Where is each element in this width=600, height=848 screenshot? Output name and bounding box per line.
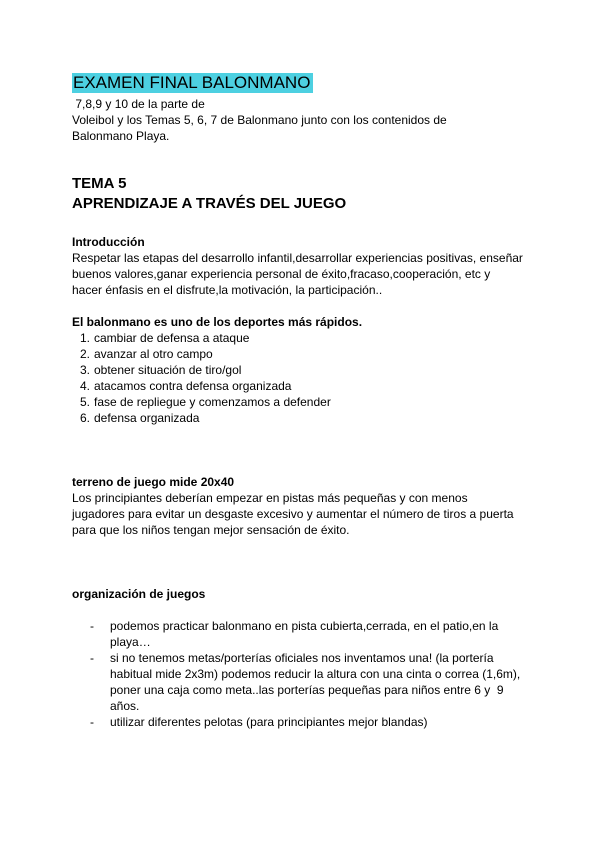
list-number: 3. [79,363,90,377]
tema-number: TEMA 5 [72,175,127,192]
list-item [74,362,494,378]
list-line: habitual mide 2x3m) podemos reducir la altura con una cinta o correa (1,6m), [110,667,521,681]
terreno-paragraph [72,490,542,538]
intro-paragraph [72,96,542,144]
tema-name: APRENDIZAJE A TRAVÉS DEL JUEGO [72,195,347,212]
terreno-line: Los principiantes deberían empezar en pistas más pequeñas y con menos [72,491,468,505]
dash-bullet: - [90,715,94,729]
list-text: avanzar al otro campo [94,347,213,361]
list-item [90,650,530,714]
list-text: defensa organizada [94,411,200,425]
organizacion-heading: organización de juegos [72,587,206,601]
terreno-heading: terreno de juego mide 20x40 [72,475,235,489]
list-number: 1. [79,331,90,345]
introduccion-line: hacer énfasis en el disfrute,la motivación, la participación.. [72,283,383,297]
introduccion-paragraph [72,250,542,298]
document-title: EXAMEN FINAL BALONMANO [72,73,313,93]
list-number: 5. [79,395,90,409]
list-line: años. [110,699,140,713]
terreno-line: jugadores para evitar un desgaste excesivo y aumentar el número de tiros a puerta [72,507,514,521]
list-number: 4. [79,379,90,393]
terreno-line: para que los niños tengan mejor sensación de éxito. [72,523,350,537]
list-line: si no tenemos metas/porterías oficiales nos inventamos una! (la portería [110,651,494,665]
introduccion-line: Respetar las etapas del desarrollo infantil,desarrollar experiencias positivas, enseñar [72,251,523,265]
list-item [90,714,530,730]
list-text: cambiar de defensa a ataque [94,331,250,345]
list-line: podemos practicar balonmano en pista cubierta,cerrada, en el patio,en la [110,619,499,633]
list-number: 6. [79,411,90,425]
list-number: 2. [79,347,90,361]
dash-bullet: - [90,651,94,665]
list-text: obtener situación de tiro/gol [94,363,242,377]
list-item [74,410,494,426]
phases-list [74,330,494,426]
list-item [90,618,530,650]
list-line: poner una caja como meta..las porterías pequeñas para niños entre 6 y 9 [110,683,504,697]
introduccion-line: buenos valores,ganar experiencia personal de éxito,fracaso,cooperación, etc y [72,267,491,281]
dash-bullet: - [90,619,94,633]
list-item [74,378,494,394]
list-text: atacamos contra defensa organizada [94,379,292,393]
intro-line: 7,8,9 y 10 de la parte de [72,97,205,111]
list-text: fase de repliegue y comenzamos a defender [94,395,331,409]
intro-line: Voleibol y los Temas 5, 6, 7 de Balonmano junto con los contenidos de [72,113,447,127]
intro-line: Balonmano Playa. [72,129,170,143]
list-item [74,346,494,362]
balonmano-heading: El balonmano es uno de los deportes más rápidos. [72,315,363,329]
list-line: playa… [110,635,151,649]
organizacion-list [90,618,530,730]
list-item [74,330,494,346]
list-line: utilizar diferentes pelotas (para principiantes mejor blandas) [110,715,428,729]
list-item [74,394,494,410]
introduccion-heading: Introducción [72,235,145,249]
